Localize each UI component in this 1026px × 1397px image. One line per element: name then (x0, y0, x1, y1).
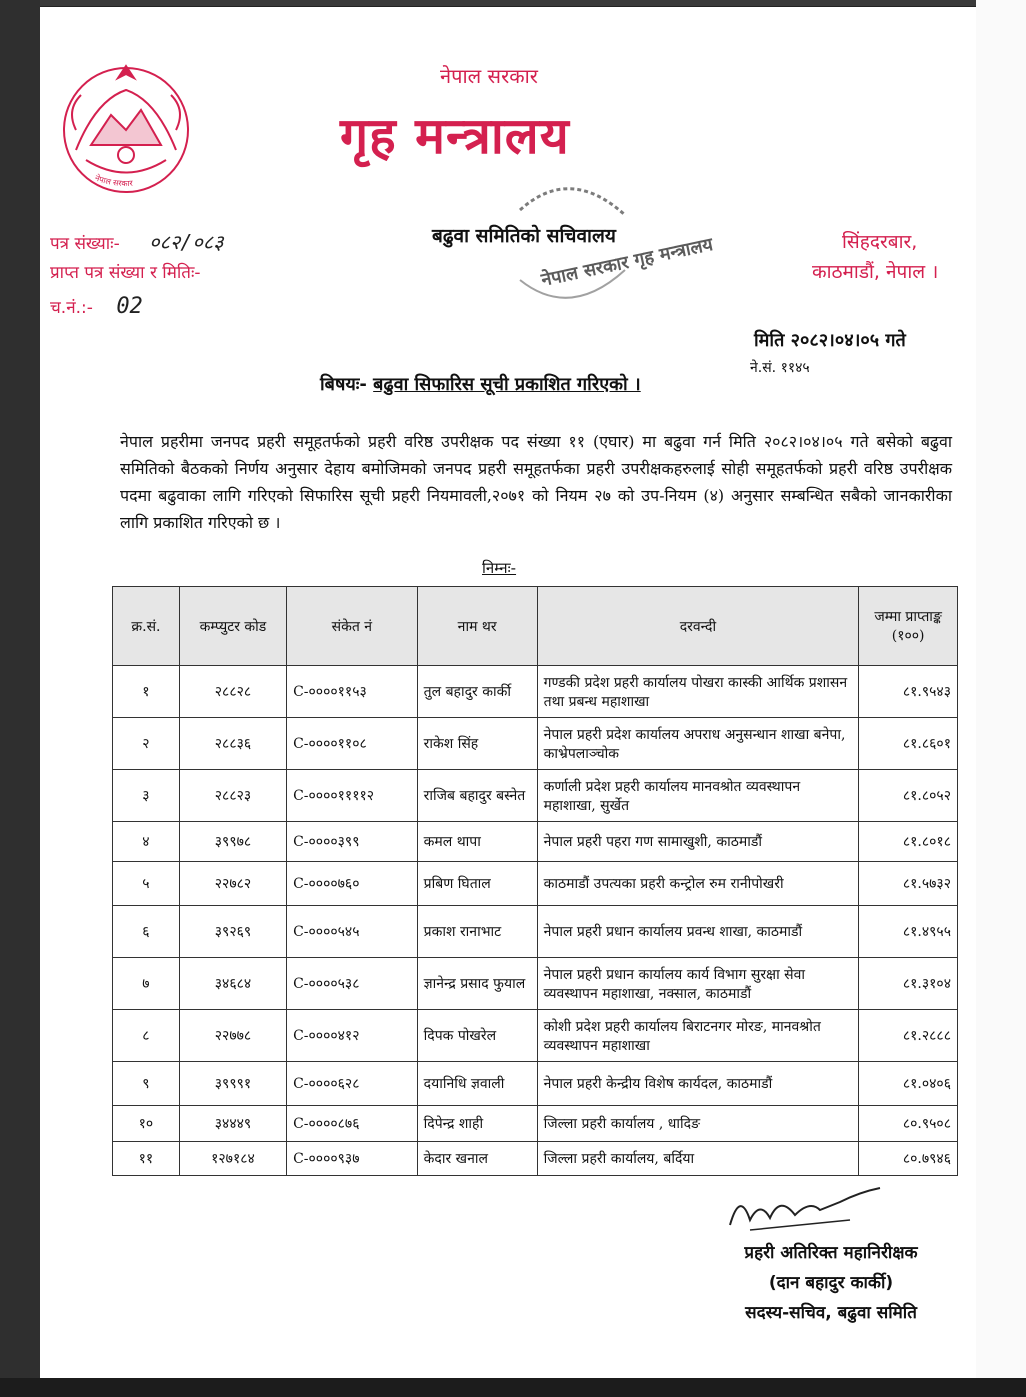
government-title: नेपाल सरकार (440, 64, 538, 88)
cell-name: ज्ञानेन्द्र प्रसाद फुयाल (417, 958, 537, 1010)
cell-computer-code: ३४४४९ (179, 1106, 286, 1142)
cell-score: ८१.३१०४ (859, 958, 958, 1010)
cell-name: प्रकाश रानाभाट (417, 906, 537, 958)
cell-score: ८१.०४०६ (859, 1062, 958, 1106)
cell-computer-code: ३४६८४ (179, 958, 286, 1010)
table-body (113, 666, 958, 1176)
table-row (113, 1010, 958, 1062)
subject-line (320, 372, 641, 396)
cell-post: जिल्ला प्रहरी कार्यालय , धादिङ (537, 1106, 859, 1142)
table-row (113, 1106, 958, 1142)
cell-post: गण्डकी प्रदेश प्रहरी कार्यालय पोखरा कास्की आर्थिक प्रशासन तथा प्रबन्ध महाशाखा (537, 666, 859, 718)
header-name: नाम थर (417, 587, 537, 666)
cell-score: ८१.२८८८ (859, 1010, 958, 1062)
cell-name: राजिब बहादुर बस्नेत (417, 770, 537, 822)
cell-name: राकेश सिंह (417, 718, 537, 770)
cell-score: ८१.४९५५ (859, 906, 958, 958)
subject-text: बढुवा सिफारिस सूची प्रकाशित गरिएको । (373, 374, 641, 395)
cell-computer-code: २८८२३ (179, 770, 286, 822)
cell-post: जिल्ला प्रहरी कार्यालय, बर्दिया (537, 1142, 859, 1176)
table-row (113, 1062, 958, 1106)
svg-text:नेपाल सरकार गृह मन्त्रालय: नेपाल सरकार गृह मन्त्रालय (539, 234, 715, 291)
cell-sn: ३ (113, 770, 180, 822)
letter-number-row (50, 228, 224, 255)
dispatch-number-row (50, 294, 143, 319)
cell-post: काठमाडौं उपत्यका प्रहरी कन्ट्रोल रुम रानीपोखरी (537, 862, 859, 906)
table-row (113, 770, 958, 822)
cell-post: कर्णाली प्रदेश प्रहरी कार्यालय मानवश्रोत व्यवस्थापन महाशाखा, सुर्खेत (537, 770, 859, 822)
cell-symbol-no: C-००००६२८ (287, 1062, 418, 1106)
header-sn: क्र.सं. (113, 587, 180, 666)
cell-name: कमल थापा (417, 822, 537, 862)
signatory-name: (दान बहादुर कार्की) (768, 1273, 894, 1293)
cell-score: ८०.७९४६ (859, 1142, 958, 1176)
received-letter-label: प्राप्त पत्र संख्या र मितिः- (50, 263, 201, 283)
viewer-bottom-bar (0, 1378, 1026, 1397)
location-line-2: काठमाडौं, नेपाल । (812, 261, 939, 283)
viewer-right-margin (976, 0, 1026, 1397)
cell-post: नेपाल प्रहरी केन्द्रीय विशेष कार्यदल, काठमाडौं (537, 1062, 859, 1106)
cell-computer-code: ३९२६९ (179, 906, 286, 958)
header-post: दरवन्दी (537, 587, 859, 666)
cell-computer-code: ३९९९१ (179, 1062, 286, 1106)
cell-symbol-no: C-००००११०८ (287, 718, 418, 770)
cell-computer-code: २८८३६ (179, 718, 286, 770)
signatory-role: सदस्य-सचिव, बढुवा समिति (745, 1303, 917, 1323)
cell-name: तुल बहादुर कार्की (417, 666, 537, 718)
cell-symbol-no: C-००००७६० (287, 862, 418, 906)
svg-text:नेपाल सरकार: नेपाल सरकार (93, 173, 134, 189)
cell-symbol-no: C-००००८७६ (287, 1106, 418, 1142)
table-row (113, 1142, 958, 1176)
cell-sn: ९ (113, 1062, 180, 1106)
cell-name: दयानिधि ज्ञवाली (417, 1062, 537, 1106)
cell-post: नेपाल प्रहरी प्रदेश कार्यालय अपराध अनुसन्धान शाखा बनेपा, काभ्रेपलाञ्चोक (537, 718, 859, 770)
cell-post: नेपाल प्रहरी पहरा गण सामाखुशी, काठमाडौं (537, 822, 859, 862)
cell-post: नेपाल प्रहरी प्रधान कार्यालय प्रवन्ध शाखा, काठमाडौं (537, 906, 859, 958)
cell-score: ८०.९५०८ (859, 1106, 958, 1142)
cell-score: ८१.९५४३ (859, 666, 958, 718)
ministry-title: गृह मन्त्रालय (340, 107, 570, 165)
table-row (113, 958, 958, 1010)
cell-symbol-no: C-००००९३७ (287, 1142, 418, 1176)
nepal-emblem-icon (56, 60, 196, 200)
cell-sn: ८ (113, 1010, 180, 1062)
subject-label: बिषयः- (320, 374, 367, 395)
cell-sn: १० (113, 1106, 180, 1142)
list-heading: निम्नः- (482, 559, 517, 577)
cell-sn: ५ (113, 862, 180, 906)
cell-score: ८१.८०५२ (859, 770, 958, 822)
letter-number-label: पत्र संख्याः- (50, 234, 120, 254)
cell-computer-code: २८८२८ (179, 666, 286, 718)
header-computer-code: कम्प्युटर कोड (179, 587, 286, 666)
recommendation-table (112, 586, 958, 1176)
body-paragraph: नेपाल प्रहरीमा जनपद प्रहरी समूहतर्फको प्रहरी वरिष्ठ उपरीक्षक पद संख्या ११ (एघार) मा बढुवा गर्न मिति २०८२।०४।०५ गते बसेको बढुवा समितिको बैठकको निर्णय अनुसार देहाय बमोजिमको जनपद प्रहरी समूहतर्फका प्रहरी उपरीक्षकहरुलाई सोही समूहतर्फको प्रहरी वरिष्ठ उपरीक्षक पदमा बढुवाका लागि गरिएको सिफारिस सूची प्रहरी नियमावली,२०७१ को नियम २७ को उप-नियम (४) अनुसार सम्बन्धित सबैको जानकारीका लागि प्रकाशित गरिएको छ । (120, 432, 952, 532)
cell-post: नेपाल प्रहरी प्रधान कार्यालय कार्य विभाग सुरक्षा सेवा व्यवस्थापन महाशाखा, नक्साल, काठमाडौं (537, 958, 859, 1010)
cell-sn: १ (113, 666, 180, 718)
location-line-1: सिंहदरबार, (842, 231, 918, 253)
cell-computer-code: २२७८२ (179, 862, 286, 906)
cell-sn: ६ (113, 906, 180, 958)
secretariat-title: बढुवा समितिको सचिवालय (432, 225, 616, 247)
table-row (113, 666, 958, 718)
cell-symbol-no: C-००००५४५ (287, 906, 418, 958)
dispatch-number-value: 02 (116, 294, 143, 319)
cell-symbol-no: C-००००११५३ (287, 666, 418, 718)
cell-name: दिपक पोखरेल (417, 1010, 537, 1062)
cell-name: केदार खनाल (417, 1142, 537, 1176)
cell-computer-code: ३९९७८ (179, 822, 286, 862)
cell-computer-code: २२७७८ (179, 1010, 286, 1062)
table-row (113, 862, 958, 906)
signatory-designation: प्रहरी अतिरिक्त महानिरीक्षक (744, 1243, 918, 1263)
table-row (113, 718, 958, 770)
cell-sn: ११ (113, 1142, 180, 1176)
cell-symbol-no: C-००००५३८ (287, 958, 418, 1010)
header-total-score: जम्मा प्राप्ताङ्क (१००) (859, 587, 958, 666)
nepal-sambat-date: ने.सं. ११४५ (750, 360, 810, 376)
letter-number-value: ०८२/०८३ (149, 230, 224, 254)
cell-symbol-no: C-००००४१२ (287, 1010, 418, 1062)
cell-computer-code: १२७१८४ (179, 1142, 286, 1176)
cell-post: कोशी प्रदेश प्रहरी कार्यालय बिराटनगर मोरङ, मानवश्रोत व्यवस्थापन महाशाखा (537, 1010, 859, 1062)
cell-symbol-no: C-००००३९९ (287, 822, 418, 862)
signatory-block (700, 1238, 962, 1328)
header-symbol-no: संकेत नं (287, 587, 418, 666)
cell-name: प्रबिण घिताल (417, 862, 537, 906)
cell-score: ८१.८०१८ (859, 822, 958, 862)
cell-name: दिपेन्द्र शाही (417, 1106, 537, 1142)
cell-score: ८१.५७३२ (859, 862, 958, 906)
cell-sn: ४ (113, 822, 180, 862)
dispatch-number-label: च.नं.:- (50, 298, 93, 318)
cell-sn: ७ (113, 958, 180, 1010)
cell-sn: २ (113, 718, 180, 770)
table-row (113, 906, 958, 958)
cell-score: ८१.८६०१ (859, 718, 958, 770)
viewer-left-margin (0, 0, 40, 1397)
cell-symbol-no: C-००००११११२ (287, 770, 418, 822)
table-header-row (113, 587, 958, 666)
letter-date: मिति २०८२।०४।०५ गते (754, 330, 906, 351)
table-row (113, 822, 958, 862)
signature-icon (720, 1180, 890, 1240)
